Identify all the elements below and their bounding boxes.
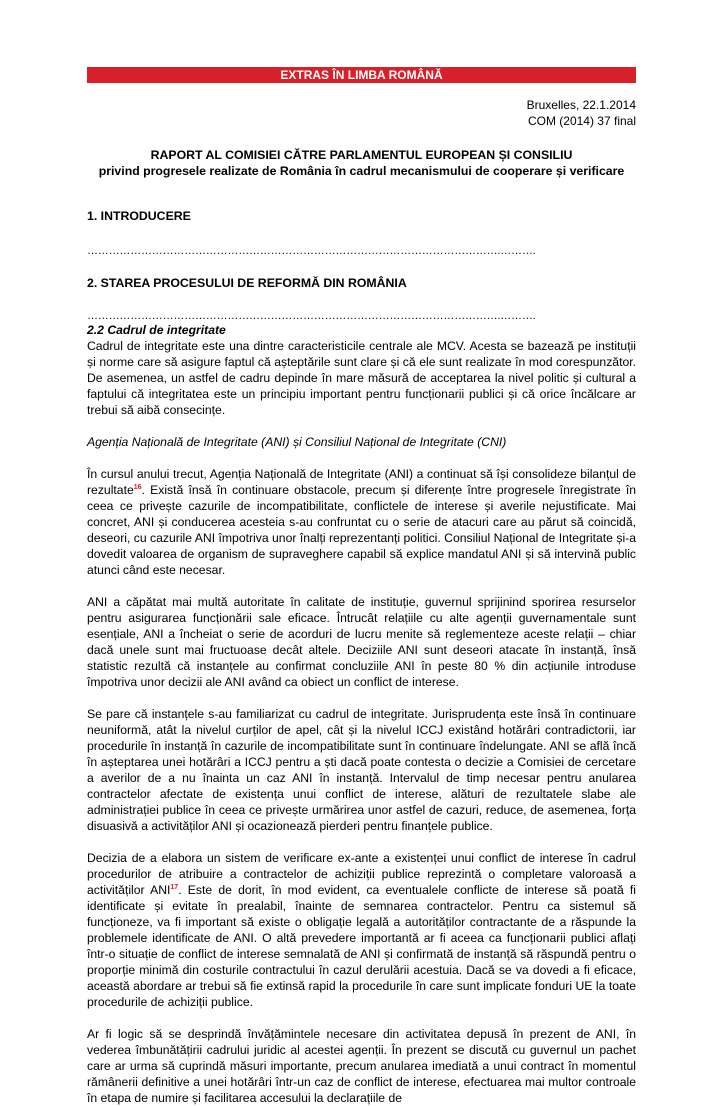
report-title — [87, 147, 636, 179]
paragraph-ani-3: Se pare că instanțele s-au familiarizat cu cadrul de integritate. Jurisprudența este însă în continuare neuniformă, atât la nivelul curților de apel, cât și la nivelul ICCJ existând hotărâri contradictorii, iar procedurile în instanță în cazurile de incompatibilitate sunt în continuare îndelungate. ANI se află încă în așteptarea unei hotărâri a ICCJ pentru a ști dacă poate contesta o decizie a Comisiei de cercetare a averilor de a nu înainta un caz ANI în instanță. Intervalul de timp necesar pentru anularea contractelor afectate de existența unui conflict de interese, alături de rezultatele slabe ale administrației publice în ceea ce privește urmărirea unor astfel de cazuri, reduce, de asemenea, forța disuasivă a activităților ANI și ocazionează pierderi pentru finanțele publice. — [87, 707, 636, 833]
omission-dots: …………………………………………………………………………………………………….………. — [87, 310, 536, 322]
section-heading-reforma: 2. STAREA PROCESULUI DE REFORMĂ DIN ROMÂNIA — [87, 276, 407, 290]
paragraph-text: . Există însă în continuare obstacole, precum și diferențe între progresele înregistrate în ceea ce privește cazurile de incompatibilitate, conflictele de interese și averile nejustificate. Mai concret, ANI și conducerea acesteia s-au confruntat cu o serie de atacuri care au părut să coincidă, deseori, cu cazurile ANI împotriva unor înalți reprezentanți politici. Consiliul Național de Integritate și-a dovedit valoarea de organism de supraveghere capabil să explice mandatul ANI și să intervină public atunci când este necesar. — [87, 483, 636, 577]
report-title-line1: RAPORT AL COMISIEI CĂTRE PARLAMENTUL EUROPEAN ȘI CONSILIU — [150, 148, 573, 162]
ani-section-title: Agenția Națională de Integritate (ANI) și Consiliul Național de Integritate (CNI) — [87, 435, 507, 449]
paragraph-ani-5: Ar fi logic să se desprindă învățămintele necesare din activitatea depusă în prezent de ANI, în vederea îmbunătățirii cadrului juridic al acestei agenții. În prezent se discută cu guvernul un pachet care ar urma să cuprindă măsuri importante, precum anularea imediată a unui contract în momentul rămânerii definitive a unei hotărâri într-un caz de conflict de interese, efectuarea mai multor controale în etapa de numire și facilitarea accesului la declarațiile de — [87, 1027, 636, 1105]
footnote-ref-17[interactable]: 17 — [170, 883, 179, 891]
paragraph-ani-2: ANI a căpătat mai multă autoritate în calitate de instituție, guvernul sprijinind sporirea resurselor pentru asigurarea funcționării sale eficace. Întrucât relațiile cu alte agenții guvernamentale sunt esențiale, ANI a încheiat o serie de acorduri de lucru menite să reglementeze aceste relații – chiar dacă unele sunt mai fructuoase decât altele. Deciziile ANI sunt deseori atacate în instanță, însă statistic rezultă că instanțele au confirmat concluziile ANI în peste 80 % din acțiunile introduse împotriva unor decizii ale ANI având ca obiect un conflict de interese. — [87, 595, 636, 689]
document-meta — [87, 97, 636, 129]
paragraph-ani-4 — [87, 850, 636, 1010]
subsection-heading: 2.2 Cadrul de integritate — [87, 323, 226, 337]
paragraph-text: În cursul anului trecut, Agenția Națională de Integritate (ANI) a continuat să își consolideze bilanțul de rezultate — [87, 467, 636, 497]
place-date: Bruxelles, 22.1.2014 — [526, 98, 636, 112]
footnote-ref-16[interactable]: 16 — [133, 483, 142, 491]
section-heading-introducere: 1. INTRODUCERE — [87, 209, 191, 223]
document-page — [87, 67, 636, 1106]
paragraph-text: . Este de dorit, în mod evident, ca eventualele conflicte de interese să poată fi identificate și evitate în prealabil, înainte de semnarea contractelor. Pentru ca sistemul să funcționeze, va fi important să existe o obligație legală a autorităților contractante de a răspunde la problemele identificate de ANI. O altă prevedere importantă ar fi aceea ca funcționarii publici aflați într-o situație de conflict de interese semnalată de ANI și confirmată de instanță să răspundă pentru o proporție minimă din costurile contractului în cazul derulării acestuia. Dacă se va dovedi a fi eficace, această abordare ar trebui să fie extinsă rapid la procedurile în care sunt implicate fonduri UE la toate procedurile de achiziții publice. — [87, 883, 636, 1009]
omission-dots: …………………………………………………………………………………………………….………. — [87, 245, 536, 257]
paragraph-integritate: Cadrul de integritate este una dintre caracteristicile centrale ale MCV. Acesta se bazează pe instituții și norme care să asigure faptul că așteptările sunt clare și că ele sunt realizate în mod corespunzător. De asemenea, un astfel de cadru depinde în mare măsură de acceptarea la nivel politic și cultural a faptului că integritatea este un principiu important pentru funcționarii publici și că orice încălcare ar trebui să aibă consecințe. — [87, 339, 636, 417]
language-banner: EXTRAS ÎN LIMBA ROMÂNĂ — [87, 67, 636, 83]
paragraph-ani-1 — [87, 466, 636, 578]
document-reference: COM (2014) 37 final — [527, 114, 636, 128]
report-title-line2: privind progresele realizate de România în cadrul mecanismului de cooperare și verificare — [98, 164, 625, 178]
paragraph-text: Decizia de a elabora un sistem de verificare ex-ante a existenței unui conflict de interese în cadrul procedurilor de atribuire a contractelor de achiziții publice reprezintă o completare valoroasă a activităților ANI — [87, 851, 636, 897]
